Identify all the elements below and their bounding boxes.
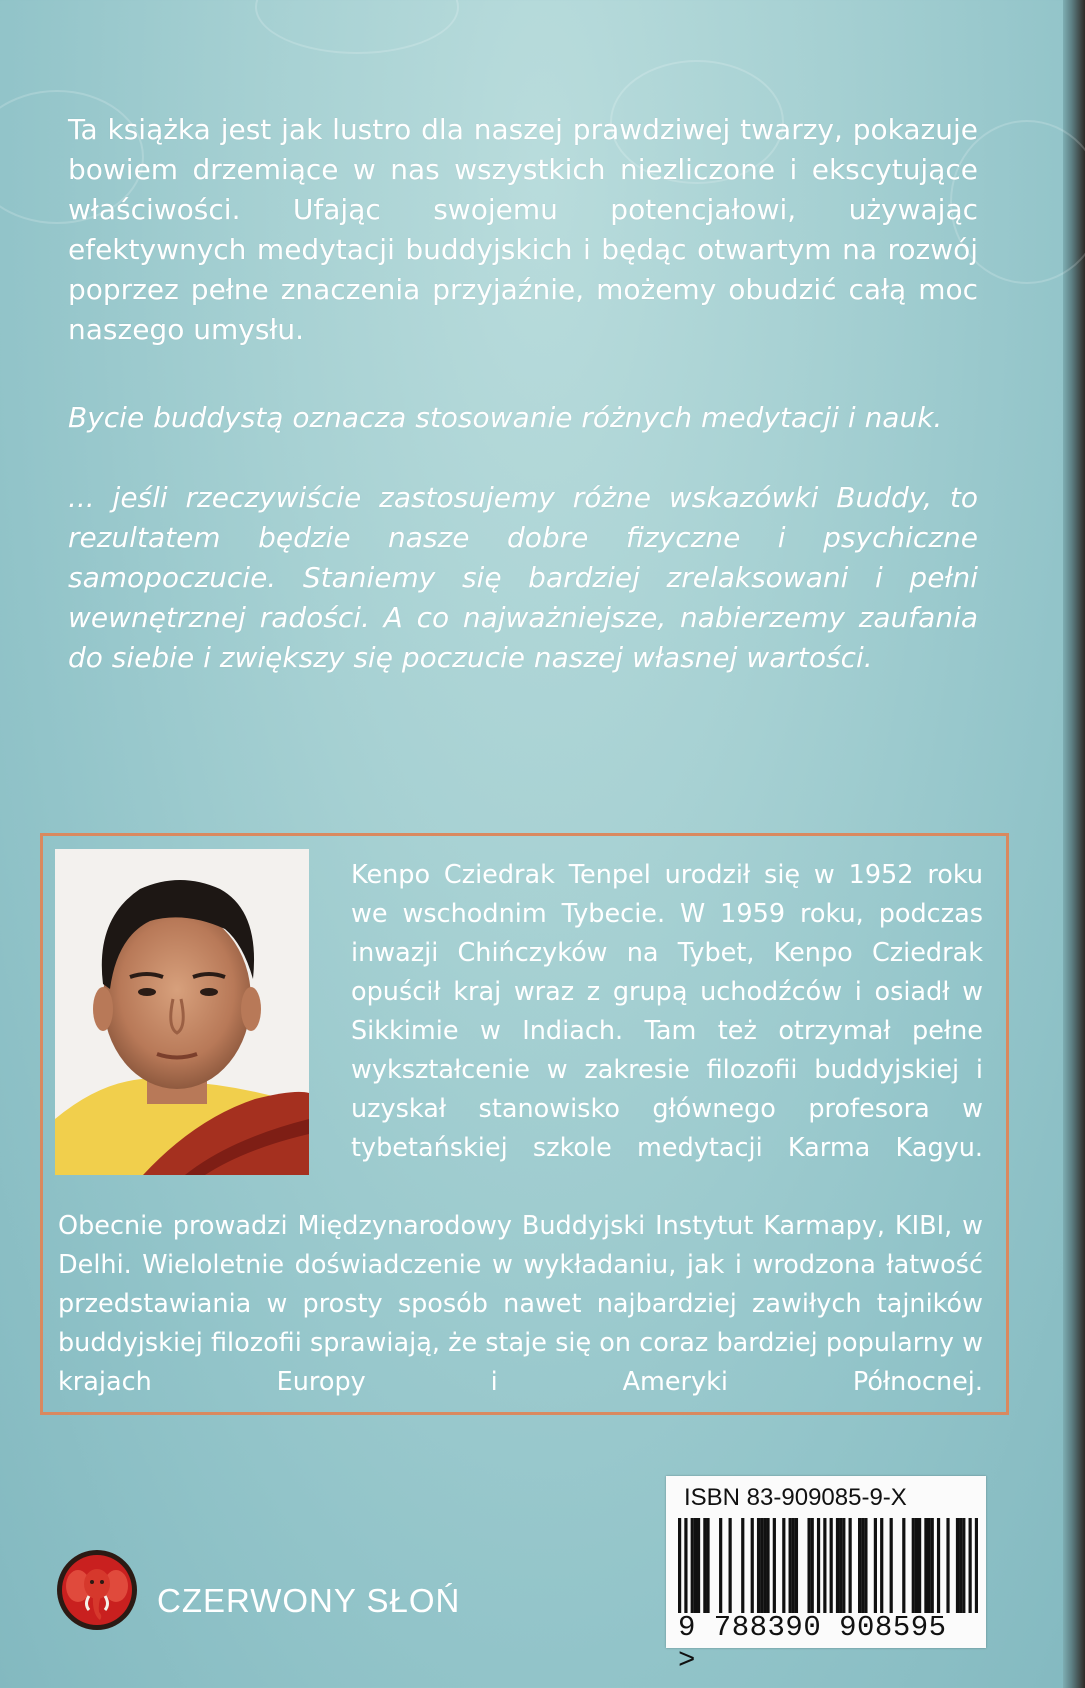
blurb-paragraph-3: ... jeśli rzeczywiście zastosujemy różne wskazówki Buddy, to rezultatem będzie nasze dobre fizyczne i psychiczne samopoczucie. Staniemy się bardziej zrelaksowani i pełni wewnętrznej radości. A co najważniejsze, nabierzemy zaufania do siebie i zwiększy się poczucie naszej własnej wartości.: [68, 481, 978, 674]
isbn-text: ISBN 83-909085-9-X: [684, 1484, 907, 1511]
barcode-bar: [792, 1518, 795, 1613]
ean-text: 9 788390 908595 >: [678, 1611, 947, 1677]
blurb-paragraph-1: Ta książka jest jak lustro dla naszej prawdziwej twarzy, pokazuje bowiem drzemiące w nas wszystkich niezliczone i ekscytujące właściwości. Ufając swojemu potencjałowi, używając efektywnych medytacji buddyjskich i będąc otwartym na rozwój poprzez pełne znaczenia przyjaźnie, możemy obudzić całą moc naszego umysłu.: [68, 113, 978, 346]
barcode-bar: [823, 1518, 826, 1613]
barcode-bar: [890, 1518, 893, 1613]
barcode-bar: [946, 1518, 949, 1613]
barcode-bar: [763, 1518, 766, 1613]
author-bio-part-2: [58, 1207, 983, 1402]
barcode-bar: [807, 1518, 810, 1613]
barcode-bar: [751, 1518, 754, 1613]
barcode-bar: [975, 1518, 978, 1613]
barcode-bar: [830, 1518, 833, 1613]
barcode-bar: [760, 1518, 763, 1613]
barcode-bar: [757, 1518, 760, 1613]
barcode-bar: [937, 1518, 940, 1613]
barcode-bar: [706, 1518, 709, 1613]
barcode-bar: [782, 1518, 785, 1613]
barcode-bar: [836, 1518, 839, 1613]
barcode-bar: [874, 1518, 877, 1613]
barcode-bar: [969, 1518, 972, 1613]
background-ornament: [255, 0, 459, 54]
barcode-bar: [795, 1518, 798, 1613]
barcode-bar: [729, 1518, 732, 1613]
publisher-logo: [56, 1548, 138, 1632]
barcode-bar: [915, 1518, 918, 1613]
author-bio-part-2-text: Obecnie prowadzi Międzynarodowy Buddyjski Instytut Karmapy, KIBI, w Delhi. Wieloletnie doświadczenie w wykładaniu, jak i wrodzona łatwość przedstawiania w prosty sposób nawet najbardziej zawiłych tajników buddyjskiej filozofii sprawiają, że staje się on coraz bardziej popularny w krajach Europy i Ameryki Północnej.: [58, 1211, 983, 1397]
barcode-bar: [849, 1518, 852, 1613]
barcode-bar: [959, 1518, 962, 1613]
red-elephant-icon: [56, 1548, 138, 1632]
barcode-bar: [789, 1518, 792, 1613]
barcode-label: [666, 1476, 986, 1677]
publisher-name: CZERWONY SŁOŃ: [157, 1582, 461, 1619]
author-bio-part-1: Kenpo Cziedrak Tenpel urodził się w 1952 roku we wschodnim Tybecie. W 1959 roku, podczas inwazji Chińczyków na Tybet, Kenpo Cziedrak opuścił kraj wraz z grupą uchodźców i osiadł w Sikkimie w Indiach. Tam też otrzymał pełne wykształcenie w zakresie filozofii buddyjskiej i uzyskał stanowisko głównego profesora w tybetańskiej szkole medytacji Karma Kagyu.: [351, 860, 983, 1163]
barcode-bar: [773, 1518, 776, 1613]
barcode-bar: [684, 1518, 687, 1613]
barcode-bar: [858, 1518, 861, 1613]
barcode-bar: [931, 1518, 934, 1613]
barcode-bar: [694, 1518, 697, 1613]
barcode-bar: [691, 1518, 694, 1613]
barcode-bar: [697, 1518, 700, 1613]
author-photo: [55, 849, 309, 1175]
barcode-bar: [719, 1518, 722, 1613]
barcode-bar: [766, 1518, 769, 1613]
barcode-bar: [880, 1518, 883, 1613]
barcode-bar: [678, 1518, 681, 1613]
barcode-bar: [842, 1518, 845, 1613]
barcode-bar: [839, 1518, 842, 1613]
barcode-bar: [962, 1518, 965, 1613]
barcode-bar: [956, 1518, 959, 1613]
barcode-bar: [912, 1518, 915, 1613]
barcode-bar: [927, 1518, 930, 1613]
barcode-bar: [902, 1518, 905, 1613]
barcode-bar: [918, 1518, 921, 1613]
barcode-bars: [678, 1518, 978, 1613]
barcode-bar: [864, 1518, 867, 1613]
barcode-bar: [861, 1518, 864, 1613]
barcode-bar: [741, 1518, 744, 1613]
barcode-bar: [703, 1518, 706, 1613]
barcode-bar: [924, 1518, 927, 1613]
barcode-bar: [811, 1518, 814, 1613]
barcode-bar: [817, 1518, 820, 1613]
blurb-paragraph-2: Bycie buddystą oznacza stosowanie różnych medytacji i nauk.: [68, 401, 943, 434]
